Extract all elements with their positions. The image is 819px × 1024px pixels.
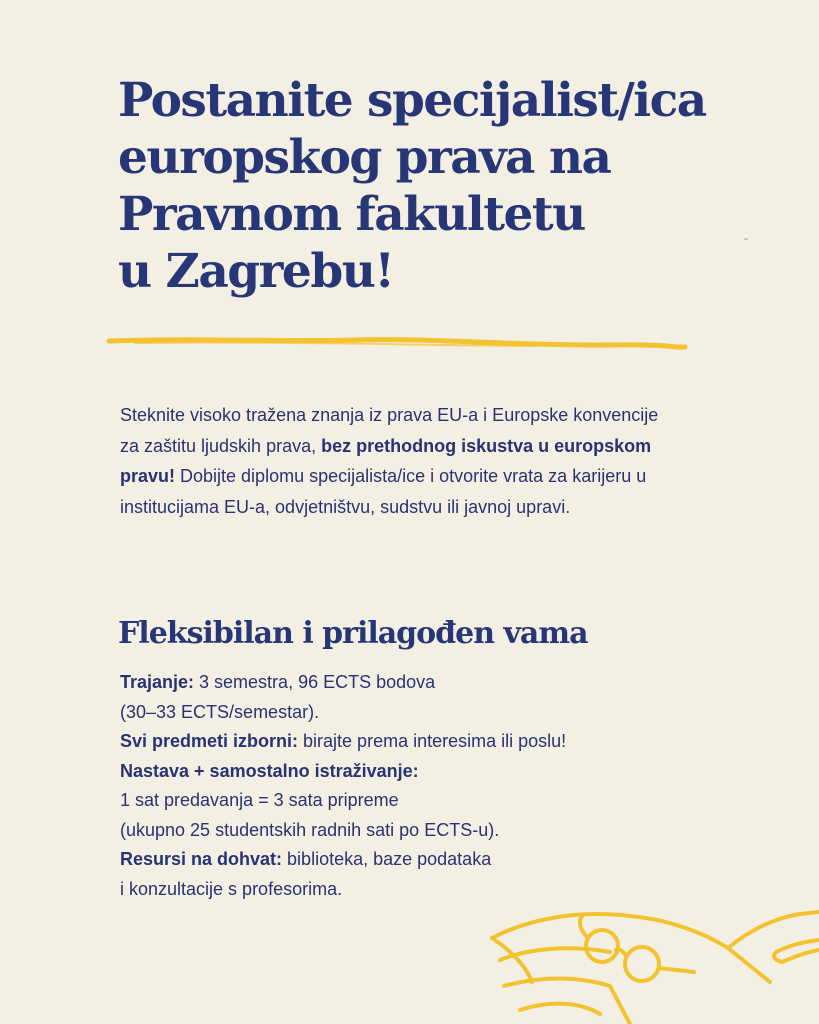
headline-line: europskog prava na — [118, 130, 611, 185]
resources-text: biblioteka, baze podataka — [282, 849, 492, 869]
headline-line: Pravnom fakultetu — [118, 187, 585, 242]
book-glasses-doodle-icon — [470, 890, 819, 1024]
resources-line — [120, 845, 700, 875]
duration-text: 3 semestra, 96 ECTS bodova — [194, 672, 436, 692]
intro-bold-text: bez prethodnog iskustva u europskom pravu! — [120, 435, 652, 486]
decorative-speck — [744, 238, 748, 240]
wavy-underline-icon — [105, 330, 690, 356]
teaching-text: 1 sat predavanja = 3 sata pripreme — [120, 790, 399, 810]
resources-line-2: i konzultacije s profesorima. — [120, 878, 343, 899]
intro-text: Steknite visoko tražena znanja iz prava EU-a i Europske konvencije za zaštitu ljudskih prava, — [120, 405, 659, 456]
teaching-text-2: (ukupno 25 studentskih radnih sati po ECTS-u). — [120, 819, 500, 840]
section-title: Fleksibilan i prilagođen vama — [118, 616, 588, 651]
duration-line-2: (30–33 ECTS/semestar). — [120, 701, 320, 722]
duration-label: Trajanje: — [120, 672, 195, 692]
intro-text-end: Dobijte diplomu specijalista/ice i otvorite vrata za karijeru u institucijama EU-a, odvjetništvu, sudstvu ili javnoj upravi. — [120, 466, 647, 517]
teaching-label: Nastava + samostalno istraživanje: — [120, 760, 419, 781]
program-details — [120, 668, 700, 904]
headline-line: Postanite specijalist/ica — [118, 73, 706, 128]
electives-line — [120, 727, 700, 757]
headline-line: u Zagrebu! — [118, 244, 394, 299]
intro-paragraph — [120, 400, 680, 522]
duration-line — [120, 668, 700, 698]
electives-text: birajte prema interesima ili poslu! — [298, 731, 567, 751]
headline — [118, 72, 758, 300]
electives-label: Svi predmeti izborni: — [120, 731, 299, 751]
resources-label: Resursi na dohvat: — [120, 849, 283, 869]
teaching-line — [120, 757, 700, 787]
